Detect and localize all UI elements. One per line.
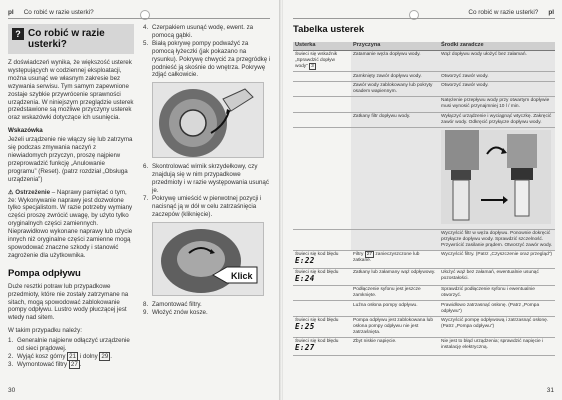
error-code: E:24: [295, 273, 315, 283]
ref-key: 21: [69, 353, 77, 360]
fault-table: [293, 42, 555, 356]
table-title: Tabelka usterek: [293, 24, 365, 35]
question-icon: ?: [12, 28, 24, 40]
fault-cell: [293, 127, 351, 229]
column-left-2: [143, 24, 271, 317]
error-code: E:25: [295, 321, 315, 331]
language-code: pl: [548, 9, 554, 16]
click-label: Klick: [231, 270, 253, 281]
section-title-box: [8, 24, 134, 54]
ref-key: 27: [366, 252, 373, 258]
remedy-cell: Wyłączyć urządzenie i wyciągnąć wtyczkę. Zakręcić zawór wody. Odkręcić przyłącze dopływu wody.: [439, 112, 555, 127]
inlet-filter-illustration: [441, 130, 551, 224]
fault-cell: [293, 229, 351, 250]
step-4: 4. Czerpakiem usunąć wodę, ewent. za pomocą gąbki.: [143, 24, 254, 39]
remedy-cell: Wąż dopływu wody ułożyć bez załamań.: [439, 50, 555, 71]
table-row: [293, 50, 555, 71]
remedy-cell: Natężenie przepływu wody przy otwartym dopływie musi wynosić przynajmniej 10 l / min.: [439, 97, 555, 112]
running-title: Co robić w razie usterki?: [23, 9, 94, 16]
step-1: 1. Generalnie najpierw odłączyć urządzenie od sieci prądowej.: [8, 337, 130, 353]
table-row: [293, 316, 555, 337]
table-row: [293, 81, 555, 96]
intro-paragraph: Z doświadczeń wynika, że większość usterek występujących w codziennej eksploatacji, można usunąć we własnym zakresie bez wzywania serwisu. Tym samym zapewnione zostaje szybkie przywrócenie sprawności urządzenia. W niniejszym przeglądzie usterek przedstawione są możliwe przyczyny usterek oraz wskazówki dotyczące ich usunięcia.: [8, 59, 134, 122]
table-row: [293, 97, 555, 112]
fault-cell: [293, 285, 351, 300]
running-header-left: [8, 9, 94, 16]
warning-text: – Naprawy pamiętać o tym, że: Wykonywanie naprawy jest dozwolone tylko specjalistom. W razie potrzeby wymiany części proszę zwrócić uwagę, by użyto tylko oryginalnych części zamiennych. Nieprawidłowo wykonane naprawy lub użycie innych niż oryginalne części zamienne mogą spowodować znaczne szkody i stanowić zagrożenie dla użytkownika.: [8, 188, 133, 259]
cause-cell: Zawór wody zablokowany lub pokryty osadem wapiennym.: [351, 81, 439, 96]
warning-label: Ostrzeżenie: [15, 188, 51, 196]
fault-cell: [293, 81, 351, 96]
fault-cell: Świeci się kod błędu E:27: [293, 338, 351, 355]
running-header-right: [468, 9, 554, 16]
pump-paragraph: Duże resztki potraw lub przypadkowe przedmioty, które nie zostały zatrzymane na sitach, mogą spowodować zablokowanie pompy odpływu. Lustro wody płuczącej jest wtedy nad sitem.: [8, 282, 129, 322]
page-number-right: 31: [546, 387, 554, 394]
cause-cell: Filtry 27 zanieczyszczone lub zatkane.: [351, 251, 439, 268]
remedy-cell: Ułożyć wąż bez załamań, ewentualnie usunąć pozostałości.: [439, 268, 555, 285]
header-rule: [8, 18, 270, 19]
cause-cell: Podłączenie syfonu jest jeszcze zamknięte.: [351, 285, 439, 300]
step-2: 2. Wyjąć kosz górny 21 i dolny 29 .: [8, 353, 113, 360]
cause-cell: Zbyt niskie napięcie.: [351, 338, 439, 355]
pump-click-illustration: [152, 222, 264, 296]
column-left-1: [8, 24, 134, 369]
warning-block: [8, 189, 134, 260]
cause-cell: Zatamanie węża dopływu wody.: [351, 50, 439, 71]
cause-cell: Luźna osłona pompy odpływu.: [351, 301, 439, 316]
step-9: 9. Włożyć znów kosze.: [143, 308, 208, 316]
remedy-cell: Otworzyć zawór wody.: [439, 81, 555, 96]
pump-cover-icon: [153, 83, 264, 158]
fault-cell: Świeci się wskaźnik „Sprawdzić dopływ wody” 3: [293, 50, 351, 71]
step-8: 8. Zamontować filtry.: [143, 300, 202, 308]
fault-cell: Świeci się kod błędu E:25: [293, 316, 351, 337]
table-row: [293, 229, 555, 250]
step-3: 3. Wymontować filtry 27 .: [8, 360, 82, 368]
error-code: E:22: [295, 256, 315, 266]
remedy-cell: Wyczyścić pompę odpływową i zatrzasnąć osłonę. (Patrz „Pompa odpływu”): [439, 316, 555, 337]
table-row: [293, 268, 555, 285]
remedy-cell: Prawidłowo zatrzasnąć osłonę. (Patrz „Pompa odpływu”): [439, 301, 555, 316]
page-right: [281, 0, 562, 400]
table-row: [293, 285, 555, 300]
remedy-cell: Nie jest to błąd urządzenia; sprawdzić napięcie i instalację elektryczną.: [439, 338, 555, 355]
cause-cell: Zatkany filtr dopływu wody.: [351, 112, 439, 127]
remedy-cell: Sprawdzić podłączenie syfonu i ewentualnie otworzyć.: [439, 285, 555, 300]
cause-cell: [351, 127, 439, 229]
header-remedy: Środki zaradcze: [439, 42, 555, 50]
remedy-cell: Wyczyścić filtr w węża dopływu. Ponownie dokręcić przyłącze dopływu wody. Sprawdzić szczelność. Przywrócić zasilanie prądem. Otworzyć zawór wody.: [439, 229, 555, 250]
fault-cell: [293, 112, 351, 127]
step-5: 5. Białą pokrywę pompy podważyć za pomocą łyżeczki (jak pokazano na rysunku). Pokrywę chwycić za przegródkę i podnieść ją skośnie do wnętrza. Pokrywę zdjąć całkowicie.: [143, 39, 271, 79]
cause-cell: Zatkany lub załamany wąż odpływowy.: [351, 268, 439, 285]
fault-cell: Świeci się kod błędu E:22: [293, 251, 351, 268]
table-row: [293, 338, 555, 355]
remedy-cell: Wyczyścić filtry. (Patrz „Czyszczenie oraz przegląd”): [439, 251, 555, 268]
cause-cell: Zamknięty zawór dopływu wody.: [351, 72, 439, 82]
header-rule: [293, 18, 555, 19]
section-title: Co robić w razie usterki?: [28, 28, 105, 50]
remedy-cell: [439, 127, 555, 229]
cause-cell: [351, 97, 439, 112]
cause-cell: [351, 229, 439, 250]
table-row: [293, 112, 555, 127]
pump-heading: Pompa odpływu: [8, 267, 81, 279]
warning-icon: ⚠: [8, 188, 14, 196]
running-title: Co robić w razie usterki?: [468, 9, 539, 16]
error-code: E:27: [295, 343, 315, 353]
ref-key: 29: [101, 353, 109, 360]
fault-cell: [293, 97, 351, 112]
cause-cell: Pompa odpływu jest zablokowana lub osłona pompy odpływu nie jest zatrzaśnięta.: [351, 316, 439, 337]
pump-click-icon: [153, 223, 264, 296]
table-header-row: [293, 42, 555, 50]
ref-key: 27: [70, 360, 78, 368]
fault-cell: Świeci się kod błędu E:24: [293, 268, 351, 285]
language-code: pl: [8, 9, 14, 16]
hint-heading: Wskazówka: [8, 127, 43, 135]
step-6: 6. Skontrolować wirnik skrzydełkowy, czy znajdują się w nim przypadkowe przedmioty i w razie występowania usunąć je.: [143, 163, 269, 195]
fault-cell: [293, 301, 351, 316]
step-7: 7. Pokrywę umieścić w pierwotnej pozycji i nacisnąć ją w dół w celu zatrzaśnięcia zaczepów (kliknięcie).: [143, 194, 262, 218]
fault-cell: [293, 72, 351, 82]
page-number-left: 30: [8, 387, 16, 394]
table-row: [293, 301, 555, 316]
table-row: [293, 72, 555, 82]
hint-paragraph: Jeżeli urządzenie nie włączy się lub zatrzyma się podczas zmywania naczyń z niewiadomych przyczyn, proszę najpierw przeprowadzić funkcję „Anulowanie programu” (Reset). (patrz rozdział „Obsługa urządzenia”): [8, 136, 133, 183]
pump-intro: W takim przypadku należy:: [8, 327, 82, 335]
pump-cover-illustration: [152, 82, 264, 158]
ref-key: 3: [311, 64, 314, 70]
table-row: [293, 251, 555, 268]
header-fault: Usterka: [293, 42, 351, 50]
table-row: [293, 127, 555, 229]
remedy-cell: Otworzyć zawór wody.: [439, 72, 555, 82]
header-cause: Przyczyna: [351, 42, 439, 50]
